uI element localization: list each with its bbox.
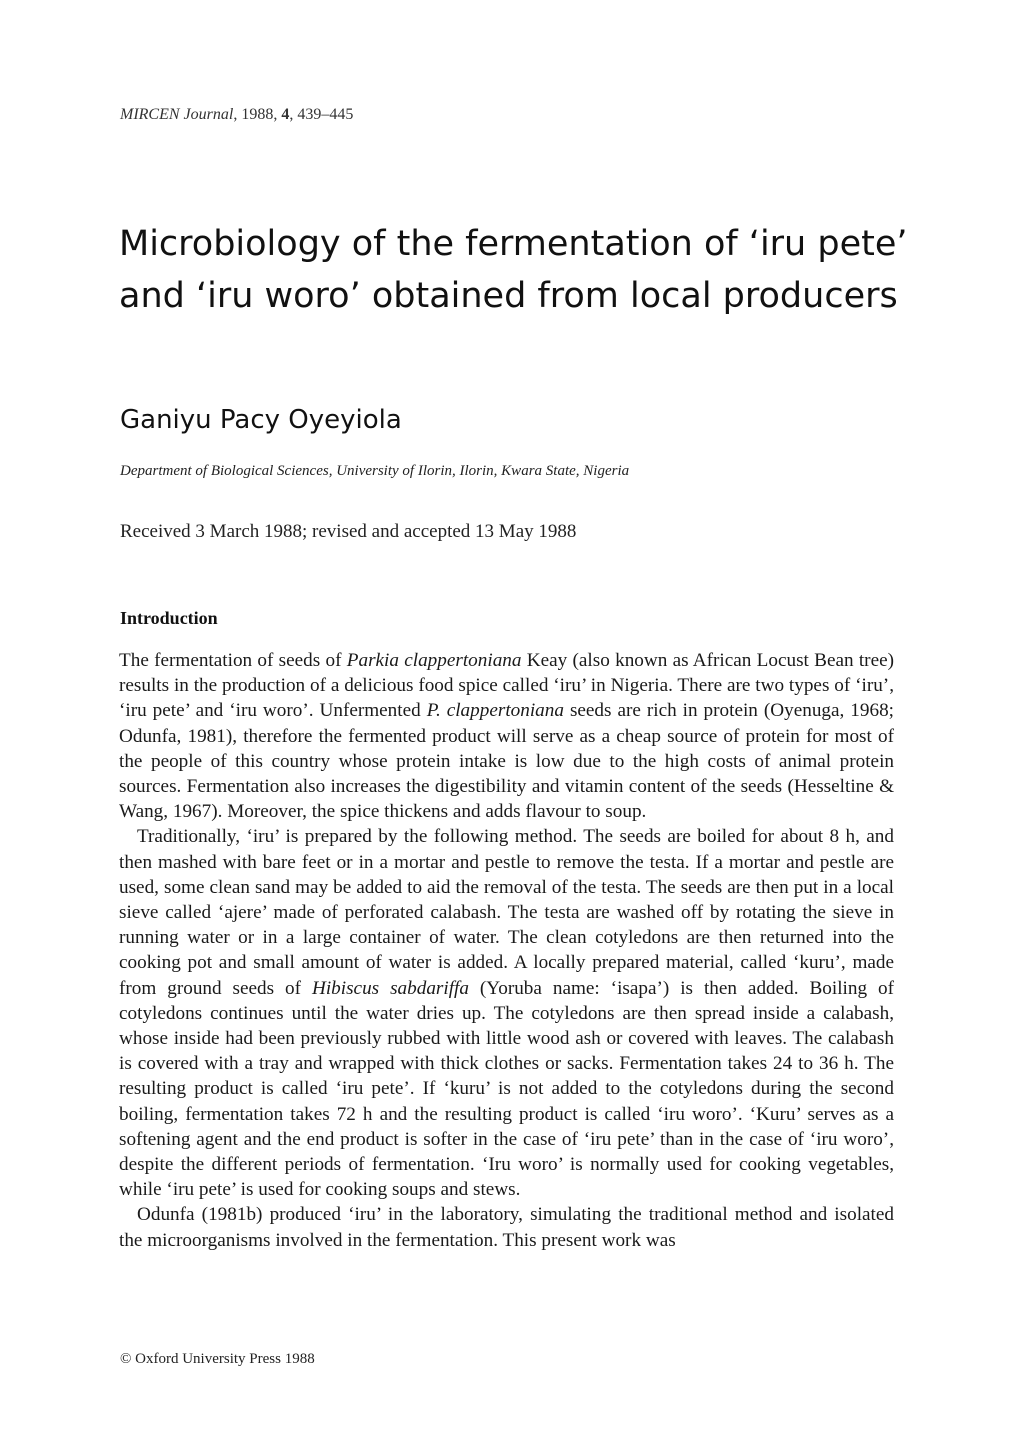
section-heading-introduction: Introduction bbox=[120, 608, 218, 628]
paragraph-2-text-a: Traditionally, ‘iru’ is prepared by the following method. The seeds are boiled for about 8 h, and then mashed with bare feet or in a mortar and pestle to remove the testa. If a mortar and pestle are used, some clean sand may be added to aid the removal of the testa. The seeds are then put in a local sieve called ‘ajere’ made of perforated calabash. The testa are washed off by rotating the sieve in running water or in a large container of water. The clean cotyledons are then returned into the cooking pot and small amount of water is added. A locally prepared material, called ‘kuru’, made from ground seeds of bbox=[119, 826, 894, 999]
author-name: Ganiyu Pacy Oyeyiola bbox=[120, 405, 402, 435]
paragraph-3: Odunfa (1981b) produced ‘iru’ in the laboratory, simulating the traditional method and isolated the microorganisms involved in the fermentation. This present work was bbox=[119, 1204, 894, 1251]
journal-name: MIRCEN Journal bbox=[120, 106, 234, 123]
received-dates: Received 3 March 1988; revised and accepted 13 May 1988 bbox=[120, 521, 577, 542]
introduction-body bbox=[119, 648, 894, 1253]
article-title: Microbiology of the fermentation of ‘iru pete’ and ‘iru woro’ obtained from local producers bbox=[119, 224, 908, 316]
journal-year: , 1988, bbox=[233, 106, 282, 123]
paragraph-1-text-b: Keay (also known as African Locust Bean tree) results in the production of a delicious food spice called ‘iru’ in Nigeria. There are two types of ‘iru’, ‘iru pete’ and ‘iru woro’. Unfermented bbox=[119, 650, 894, 722]
paragraph-2-text-b: (Yoruba name: ‘isapa’) is then added. Boiling of cotyledons continues until the water dries up. The cotyledons are then spread inside a calabash, whose inside had been previously rubbed with little wood ash or covered with leaves. The calabash is covered with a tray and wrapped with thick clothes or sacks. Fermentation takes 24 to 36 h. The resulting product is called ‘iru pete’. If ‘kuru’ is not added to the cotyledons during the second boiling, fermentation takes 72 h and the resulting product is called ‘iru woro’. ‘Kuru’ serves as a softening agent and the end product is softer in the case of ‘iru pete’ than in the case of ‘iru woro’, despite the different periods of fermentation. ‘Iru woro’ is normally used for cooking vegetables, while ‘iru pete’ is used for cooking soups and stews. bbox=[119, 977, 894, 1201]
paragraph-1 bbox=[119, 648, 894, 824]
copyright-notice: © Oxford University Press 1988 bbox=[120, 1351, 315, 1367]
paragraph-1-text-c: seeds are rich in protein (Oyenuga, 1968; Odunfa, 1981), therefore the fermented product will serve as a cheap source of protein for most of the people of this country whose protein intake is low due to the high costs of animal protein sources. Fermentation also increases the digestibility and vitamin content of the seeds (Hesseltine & Wang, 1967). Moreover, the spice thickens and adds flavour to soup. bbox=[119, 700, 894, 823]
journal-pages: , 439–445 bbox=[289, 106, 354, 123]
journal-volume: 4 bbox=[281, 106, 290, 123]
author-affiliation: Department of Biological Sciences, University of Ilorin, Ilorin, Kwara State, Nigeria bbox=[120, 463, 630, 479]
paragraph-2 bbox=[119, 824, 894, 1202]
journal-citation bbox=[120, 106, 353, 124]
species-name-hibiscus: Hibiscus sabdariffa bbox=[311, 977, 469, 999]
paragraph-1-text-a: The fermentation of seeds of bbox=[119, 650, 347, 671]
species-name: Parkia clappertoniana bbox=[346, 650, 522, 671]
species-name-abbrev: P. clappertoniana bbox=[426, 700, 564, 722]
